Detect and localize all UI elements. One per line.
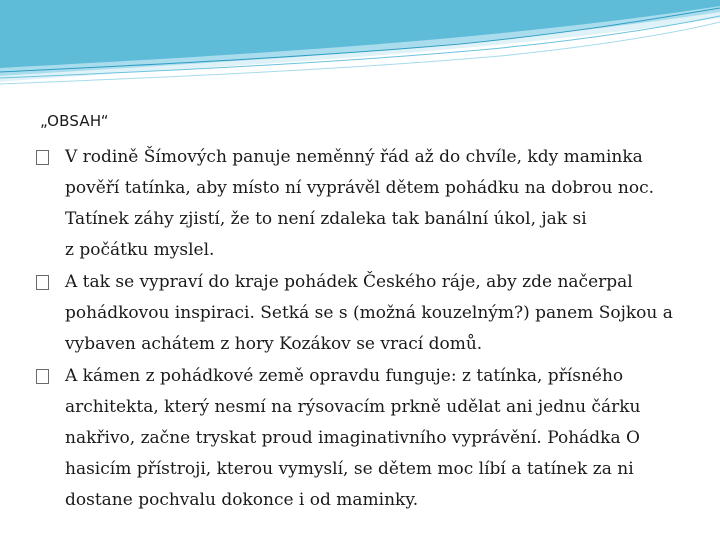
bullet-text-line: A tak se vypraví do kraje pohádek Českého ráje, aby zde načerpal <box>65 272 633 292</box>
bullet-item <box>36 267 696 360</box>
bullet-list <box>36 142 696 517</box>
bullet-text-line: A kámen z pohádkové země opravdu funguje: z tatínka, přísného <box>65 366 624 386</box>
bullet-box-icon <box>36 369 49 384</box>
bullet-item <box>36 361 696 516</box>
bullet-text-line: z počátku myslel. <box>65 240 215 260</box>
bullet-text-line: vybaven achátem z hory Kozákov se vrací domů. <box>65 334 483 354</box>
slide-heading: „OBSAH“ <box>40 112 109 130</box>
bullet-text-line: architekta, který nesmí na rýsovacím prkně udělat ani jednu čárku <box>65 397 641 417</box>
bullet-text-line: pověří tatínka, aby místo ní vyprávěl dětem pohádku na dobrou noc. <box>65 178 655 198</box>
bullet-text-line: nakřivo, začne tryskat proud imaginativního vyprávění. Pohádka O <box>65 428 640 448</box>
bullet-text-line: V rodině Šímových panuje neměnný řád až do chvíle, kdy maminka <box>65 147 643 167</box>
decorative-wave-header <box>0 0 720 90</box>
wave-band-dark <box>0 0 720 68</box>
bullet-text-line: hasicím přístroji, kterou vymyslí, se dětem moc líbí a tatínek za ni <box>65 459 634 479</box>
bullet-text-line: dostane pochvalu dokonce i od maminky. <box>65 490 419 510</box>
bullet-text-line: pohádkovou inspiraci. Setká se s (možná kouzelným?) panem Sojkou a <box>65 303 673 323</box>
bullet-text-line: Tatínek záhy zjistí, že to není zdaleka tak banální úkol, jak si <box>65 209 587 229</box>
bullet-box-icon <box>36 150 49 165</box>
bullet-box-icon <box>36 275 49 290</box>
bullet-item <box>36 142 696 266</box>
